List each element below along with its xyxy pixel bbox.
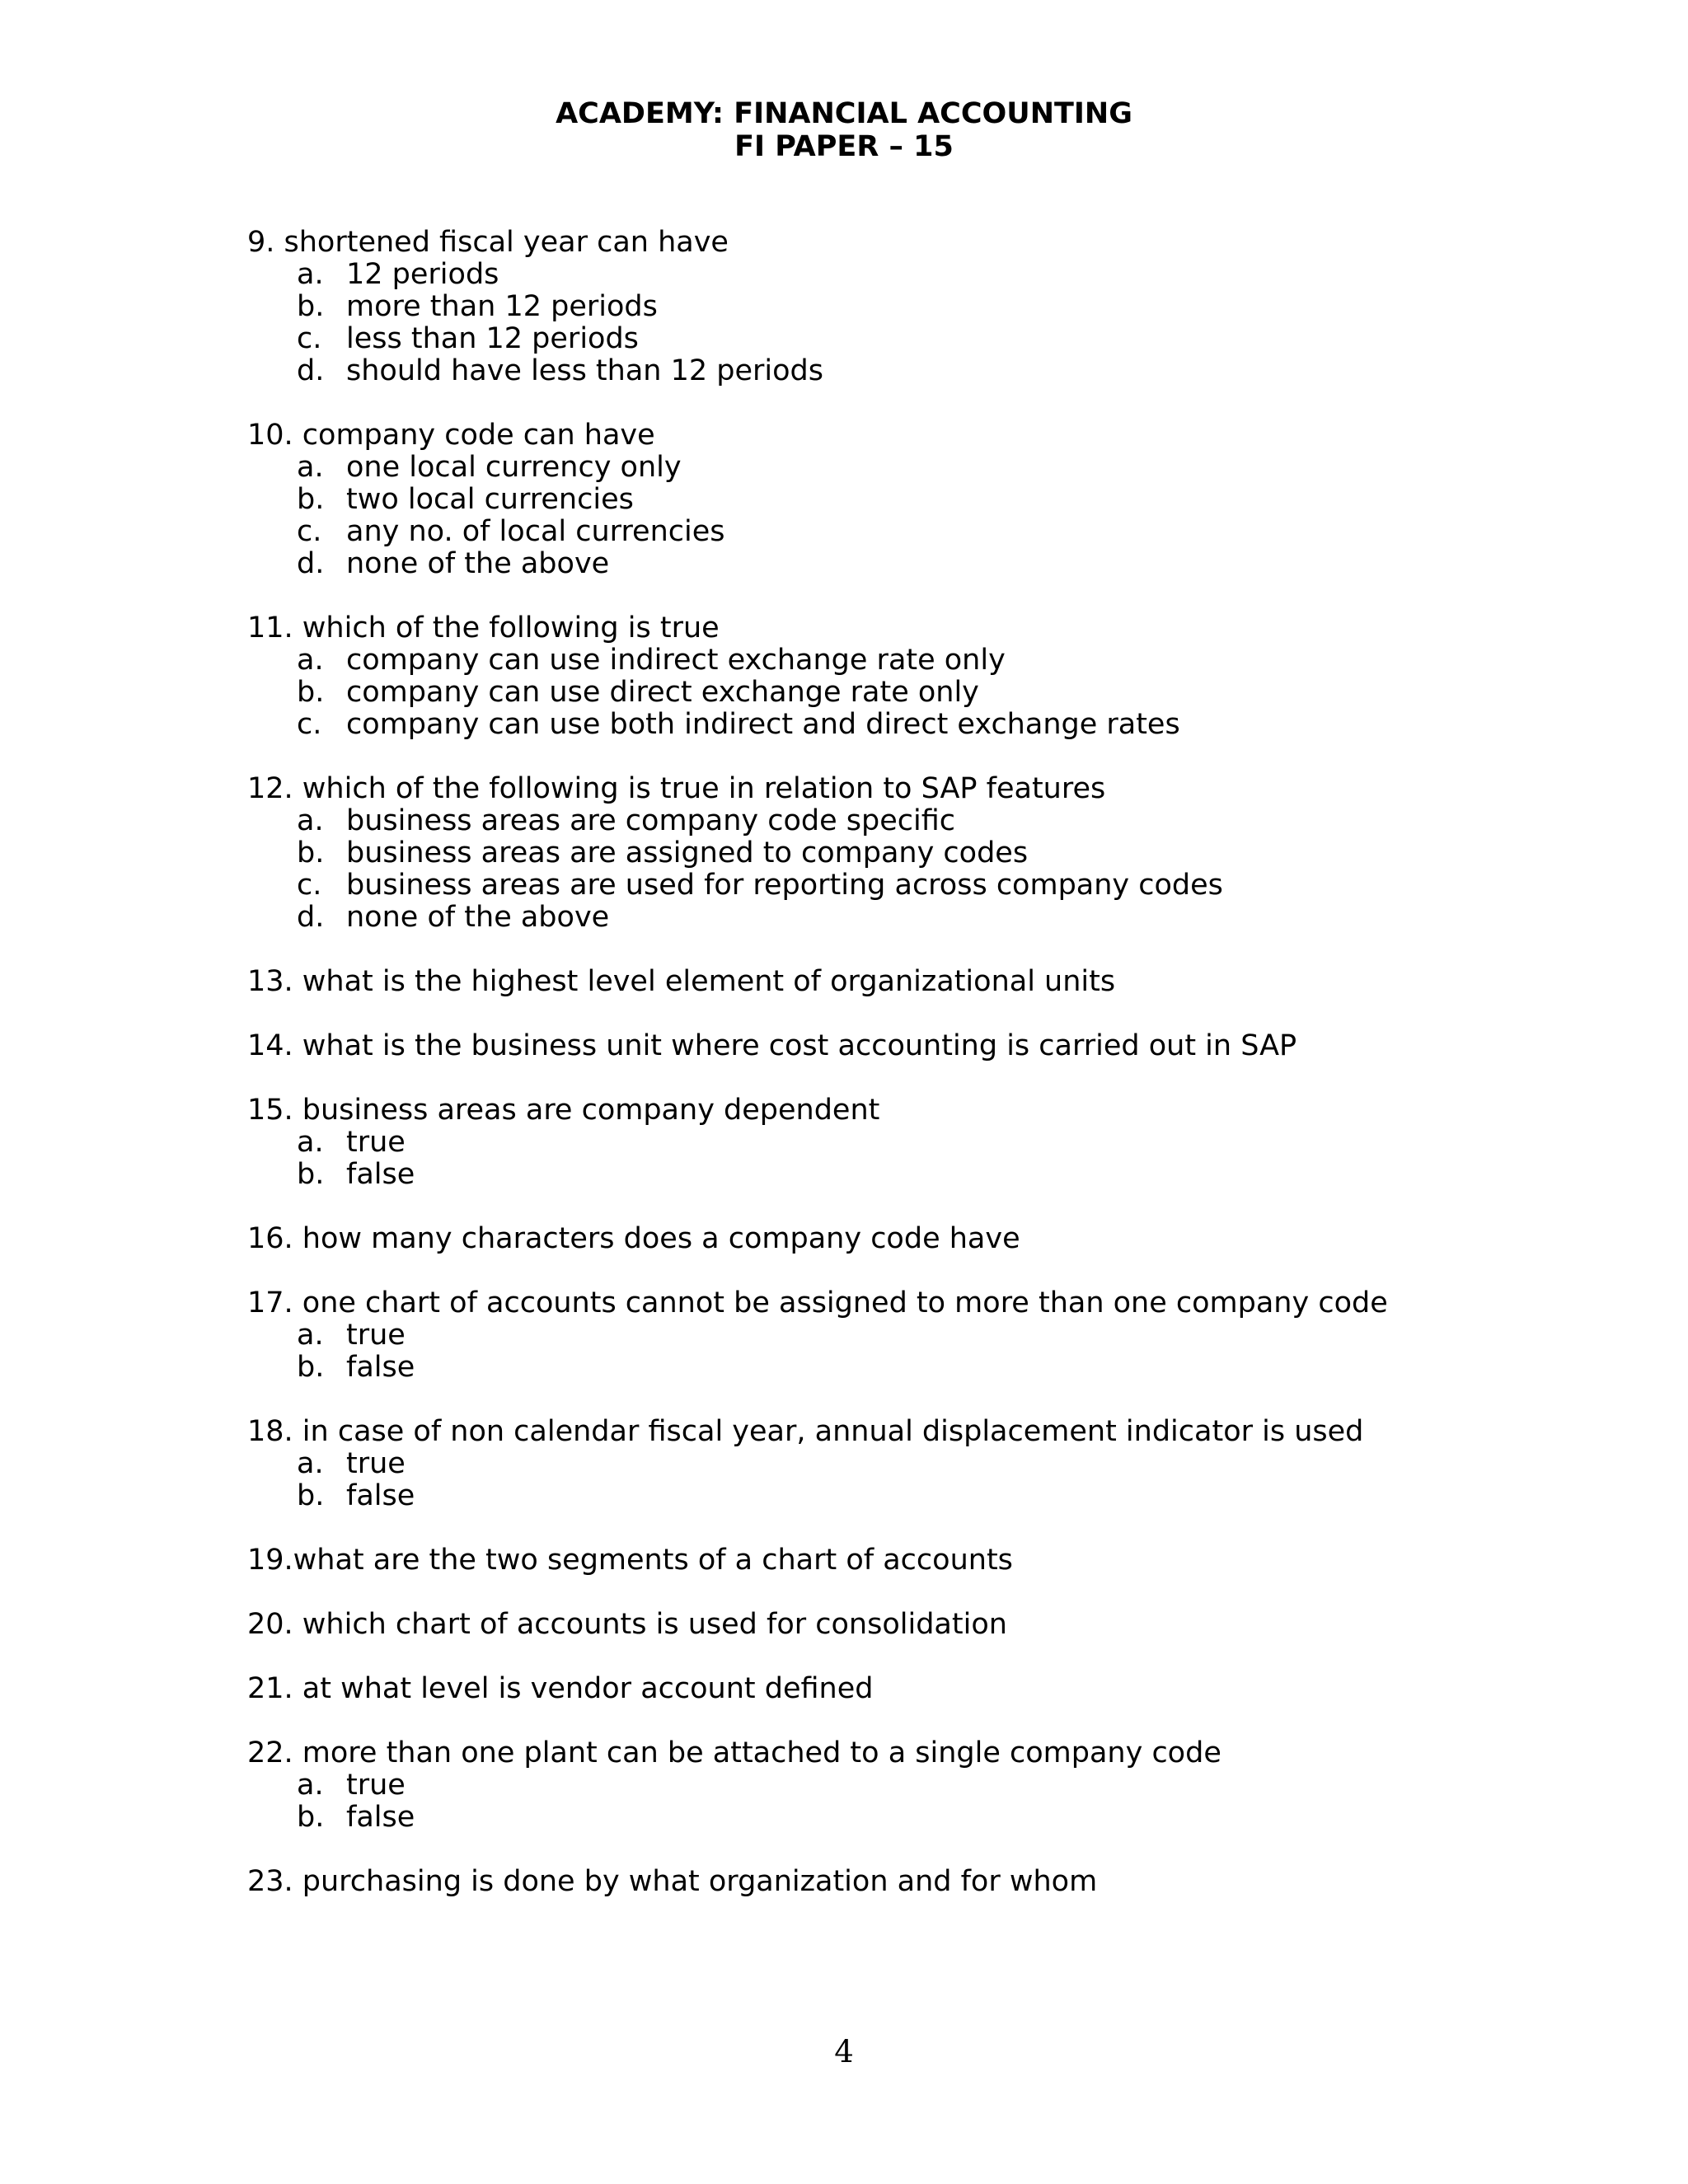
answer-option [247, 1448, 1648, 1480]
question-text: 10. company code can have [247, 419, 655, 452]
question-item [247, 1416, 1648, 1512]
answer-option [247, 869, 1648, 902]
question-text: 22. more than one plant can be attached to a single company code [247, 1736, 1221, 1769]
option-letter: a. [297, 1769, 324, 1802]
option-text: false [346, 1158, 415, 1191]
option-letter: b. [297, 290, 325, 323]
answer-option [247, 677, 1648, 709]
option-text: true [346, 1769, 406, 1802]
question-list [247, 227, 1648, 1930]
answer-option [247, 516, 1648, 548]
answer-option [247, 1159, 1648, 1191]
question-item [247, 773, 1648, 934]
answer-option [247, 644, 1648, 677]
answer-option [247, 1769, 1648, 1802]
question-item [247, 1223, 1648, 1255]
question-item [247, 1030, 1648, 1062]
answer-option [247, 452, 1648, 484]
question-item [247, 1544, 1648, 1577]
answer-option [247, 323, 1648, 355]
answer-options [247, 452, 1648, 580]
option-letter: d. [297, 901, 325, 934]
option-letter: b. [297, 1479, 325, 1512]
question-text: 23. purchasing is done by what organization and for whom [247, 1865, 1098, 1898]
question-text: 21. at what level is vendor account defined [247, 1672, 874, 1705]
answer-option [247, 837, 1648, 869]
option-letter: c. [297, 869, 322, 902]
question-text: 19.what are the two segments of a chart of accounts [247, 1544, 1013, 1577]
question-text: 18. in case of non calendar fiscal year, annual displacement indicator is used [247, 1415, 1364, 1448]
option-letter: a. [297, 451, 324, 484]
option-text: one local currency only [346, 451, 682, 484]
question-text: 11. which of the following is true [247, 612, 720, 644]
answer-options [247, 805, 1648, 934]
option-letter: b. [297, 483, 325, 516]
answer-option [247, 1352, 1648, 1384]
option-text: two local currencies [346, 483, 634, 516]
option-text: more than 12 periods [346, 290, 658, 323]
option-letter: c. [297, 708, 322, 741]
answer-option [247, 709, 1648, 741]
option-letter: a. [297, 804, 324, 837]
option-text: company can use both indirect and direct exchange rates [346, 708, 1180, 741]
question-item [247, 1866, 1648, 1898]
answer-options [247, 1127, 1648, 1191]
question-item [247, 1094, 1648, 1191]
answer-option [247, 548, 1648, 580]
header-subtitle: FI PAPER – 15 [734, 130, 954, 163]
option-letter: b. [297, 837, 325, 869]
option-letter: a. [297, 1319, 324, 1352]
option-text: company can use direct exchange rate only [346, 676, 979, 709]
answer-option [247, 1319, 1648, 1352]
answer-option [247, 902, 1648, 934]
answer-option [247, 805, 1648, 837]
option-letter: a. [297, 1126, 324, 1159]
question-item [247, 227, 1648, 387]
question-text: 16. how many characters does a company code have [247, 1222, 1020, 1255]
question-item [247, 419, 1648, 580]
question-text: 12. which of the following is true in relation to SAP features [247, 772, 1106, 805]
question-text: 20. which chart of accounts is used for consolidation [247, 1608, 1007, 1641]
option-letter: a. [297, 644, 324, 677]
option-letter: b. [297, 1801, 325, 1834]
option-letter: d. [297, 547, 325, 580]
option-letter: d. [297, 354, 325, 387]
option-text: false [346, 1479, 415, 1512]
option-letter: b. [297, 1158, 325, 1191]
question-text: 9. shortened fiscal year can have [247, 226, 729, 259]
answer-option [247, 259, 1648, 291]
question-item [247, 612, 1648, 741]
answer-option [247, 1480, 1648, 1512]
answer-option [247, 1127, 1648, 1159]
answer-option [247, 291, 1648, 323]
question-text: 15. business areas are company dependent [247, 1094, 880, 1127]
option-text: business areas are assigned to company codes [346, 837, 1029, 869]
answer-options [247, 1769, 1648, 1834]
answer-option [247, 355, 1648, 387]
option-text: true [346, 1126, 406, 1159]
option-letter: c. [297, 515, 322, 548]
question-text: 14. what is the business unit where cost accounting is carried out in SAP [247, 1029, 1297, 1062]
answer-options [247, 259, 1648, 387]
option-text: company can use indirect exchange rate only [346, 644, 1006, 677]
option-letter: a. [297, 258, 324, 291]
option-text: any no. of local currencies [346, 515, 725, 548]
question-item [247, 1287, 1648, 1384]
question-item [247, 1673, 1648, 1705]
answer-options [247, 644, 1648, 741]
page-header [0, 97, 1688, 163]
option-text: none of the above [346, 901, 610, 934]
question-text: 17. one chart of accounts cannot be assigned to more than one company code [247, 1286, 1388, 1319]
question-item [247, 1737, 1648, 1834]
option-text: false [346, 1351, 415, 1384]
option-text: none of the above [346, 547, 610, 580]
answer-option [247, 484, 1648, 516]
option-text: false [346, 1801, 415, 1834]
option-text: 12 periods [346, 258, 499, 291]
option-letter: c. [297, 322, 322, 355]
option-text: should have less than 12 periods [346, 354, 823, 387]
option-text: true [346, 1319, 406, 1352]
question-item [247, 1609, 1648, 1641]
answer-options [247, 1319, 1648, 1384]
option-letter: a. [297, 1447, 324, 1480]
option-letter: b. [297, 676, 325, 709]
page-number: 4 [834, 2034, 854, 2069]
answer-options [247, 1448, 1648, 1512]
header-title: ACADEMY: FINANCIAL ACCOUNTING [556, 97, 1132, 130]
option-text: less than 12 periods [346, 322, 639, 355]
option-letter: b. [297, 1351, 325, 1384]
question-text: 13. what is the highest level element of organizational units [247, 965, 1116, 998]
answer-option [247, 1802, 1648, 1834]
question-item [247, 966, 1648, 998]
option-text: true [346, 1447, 406, 1480]
option-text: business areas are company code specific [346, 804, 956, 837]
option-text: business areas are used for reporting across company codes [346, 869, 1223, 902]
